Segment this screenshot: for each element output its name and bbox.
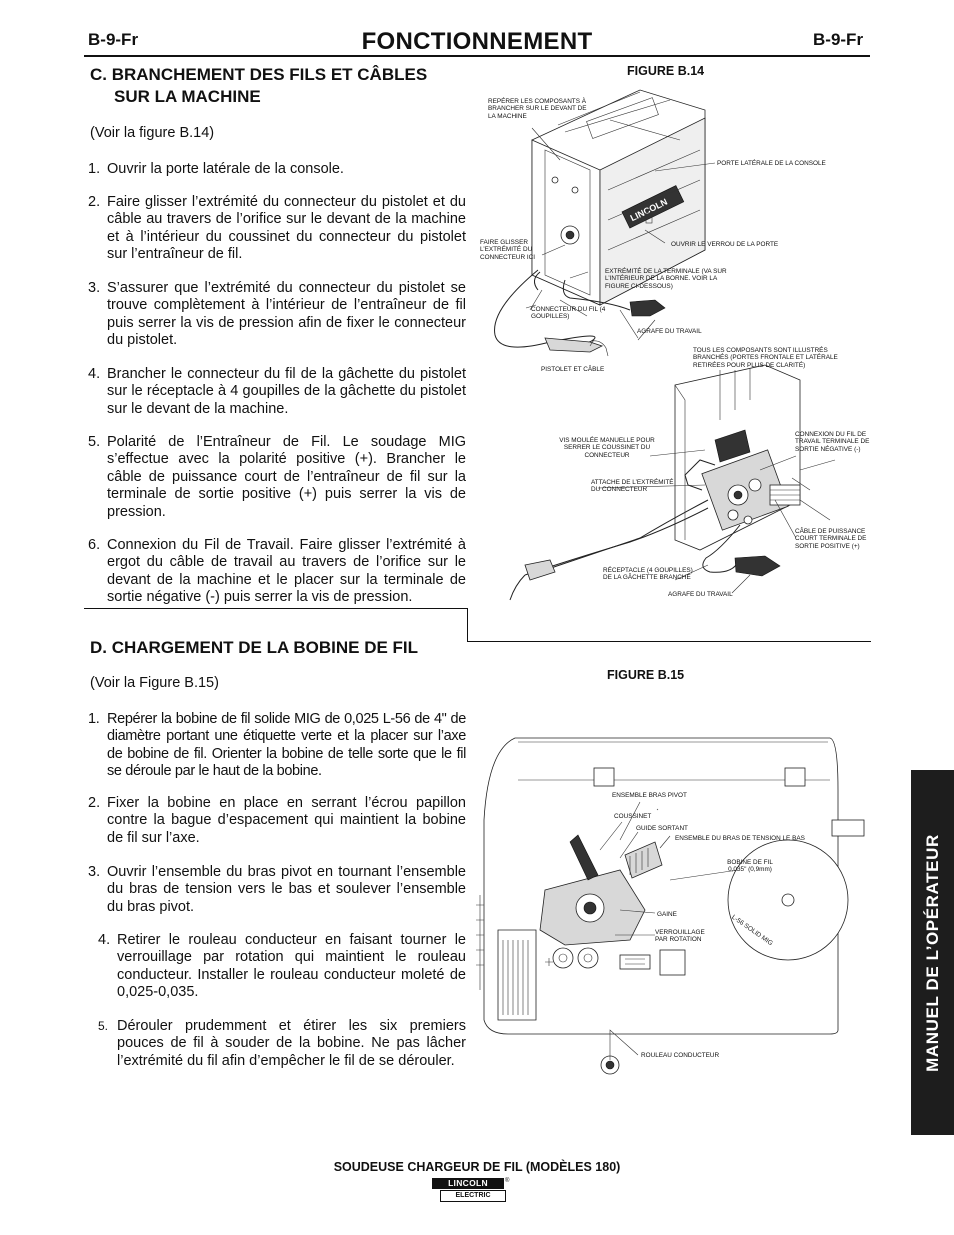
section-c-ref: (Voir la figure B.14) <box>90 125 215 141</box>
callout-agrafe-2: AGRAFE DU TRAVAIL <box>668 591 733 598</box>
section-d-ref: (Voir la Figure B.15) <box>90 675 219 691</box>
callout-vis: VIS MOULÉE MANUELLE POUR SERRER LE COUSSINET DU CONNECTEUR <box>559 437 655 459</box>
callout-coussinet: COUSSINET <box>614 813 652 820</box>
lincoln-electric-logo: LINCOLN ELECTRIC ® <box>432 1178 510 1204</box>
callout-bobine: BOBINE DE FIL 0,035" (0,9mm) <box>727 859 773 874</box>
callout-bras-pivot: ENSEMBLE BRAS PIVOT <box>612 792 687 799</box>
header-rule <box>84 55 870 57</box>
section-d-title: D. CHARGEMENT DE LA BOBINE DE FIL <box>90 638 419 657</box>
wire-feeder-side-view <box>476 738 864 1074</box>
figure-b14-title: FIGURE B.14 <box>627 64 705 78</box>
page-code-left: B-9-Fr <box>88 30 139 49</box>
callout-cable-court: CÂBLE DE PUISSANCE COURT TERMINALE DE SORTIE POSITIVE (+) <box>795 528 867 550</box>
section-d-item-5: 5. Dérouler prudemment et étirer les six premiers pouces de fil à souder de la bobine. Ne pas lâcher l’extrémité du fil afin d’empêcher le fil de se dérouler. <box>98 1018 466 1069</box>
callout-attache: ATTACHE DE L’EXTRÉMITÉ DU CONNECTEUR <box>591 479 674 494</box>
callout-agrafe-1: AGRAFE DU TRAVAIL <box>637 328 702 335</box>
section-d-item-2: 2. Fixer la bobine en place en serrant l’écrou papillon contre la bague d’espacement qui maintient la bobine de fil sur l’axe. <box>88 795 466 846</box>
section-d-item-1: 1. Repérer la bobine de fil solide MIG de 0,025 L-56 de 4" de diamètre portant une étiquette verte et la placer sur l’axe de bobine de fil. Orienter la bobine de telle sorte que le fil se déroule par le haut de la bobine. <box>88 711 466 780</box>
callout-reperer: REPÉRER LES COMPOSANTS À BRANCHER SUR LE DEVANT DE LA MACHINE <box>488 98 587 120</box>
svg-text:L-56 SOLID MIG: L-56 SOLID MIG <box>730 913 774 948</box>
callout-tous: TOUS LES COMPOSANTS SONT ILLUSTRÉS BRANCHÉS (PORTES FRONTALE ET LATÉRALE RETIRÉES POUR PLUS DE CLARITÉ) <box>693 347 838 369</box>
section-c-item-3: 3. S’assurer que l’extrémité du connecteur du pistolet se trouve complètement à l’intérieur de l’entraîneur de fil puis serrer la vis de pression afin de fixer le connecteur du pistolet. <box>88 280 466 349</box>
page-code-right: B-9-Fr <box>813 30 864 49</box>
section-c-item-4: 4. Brancher le connecteur du fil de la gâchette du pistolet sur le réceptacle à 4 goupilles de la gâchette du pistolet sur le devant de la machine. <box>88 366 466 417</box>
callout-connecteur: CONNECTEUR DU FIL (4 GOUPILLES) <box>531 306 606 321</box>
callout-tension: ENSEMBLE DU BRAS DE TENSION LE BAS <box>675 835 805 842</box>
figure-b14-border-bottom <box>467 641 871 642</box>
figure-b15-title: FIGURE B.15 <box>607 668 685 682</box>
page-title: FONCTIONNEMENT <box>361 28 593 55</box>
section-c-rule <box>84 608 467 609</box>
section-c-item-6: 6. Connexion du Fil de Travail. Faire glisser l’extrémité à ergot du câble de travail au travers de l’orifice sur le devant de la machine et le placer sur la terminale de sortie négative (-) puis serrer la vis de pression. <box>88 537 466 606</box>
section-c-title: C. BRANCHEMENT DES FILS ET CÂBLES SUR LA MACHINE <box>90 65 428 106</box>
section-c-item-5: 5. Polarité de l’Entraîneur de Fil. Le soudage MIG s’effectue avec la polarité positive (+). Brancher le câble de puissance court de l’entraîneur de fil sur la terminale de sortie positive (+) puis serrer la vis de pression. <box>88 434 466 520</box>
section-c-item-2: 2. Faire glisser l’extrémité du connecteur du pistolet et du câble au travers de l’orifice sur le devant de la machine et à l’intérieur du coussinet du connecteur du pistolet sur l’entraîneur de fil. <box>88 194 466 263</box>
callout-porte: PORTE LATÉRALE DE LA CONSOLE <box>717 160 826 167</box>
footer-model: SOUDEUSE CHARGEUR DE FIL (MODÈLES 180) <box>333 1160 621 1174</box>
side-tab: MANUEL DE L’OPÉRATEUR <box>911 770 954 1135</box>
callout-pistolet: PISTOLET ET CÂBLE <box>541 366 605 373</box>
callout-verrouillage: VERROUILLAGE PAR ROTATION <box>655 929 705 944</box>
callout-gaine: GAINE <box>657 911 677 918</box>
section-d-item-4: 4. Retirer le rouleau conducteur en faisant tourner le verrouillage par rotation qui maintient le rouleau conducteur. Installer le rouleau conducteur moleté de 0,025-0,035. <box>98 932 466 1001</box>
callout-extremite: EXTRÉMITÉ DE LA TERMINALE (VA SUR L’INTÉRIEUR DE LA BORNE. VOIR LA FIGURE CI-DESSOUS) <box>605 268 727 290</box>
callout-connexion: CONNEXION DU FIL DE TRAVAIL TERMINALE DE SORTIE NÉGATIVE (-) <box>795 431 870 453</box>
callout-guide: GUIDE SORTANT <box>636 825 688 832</box>
section-d-item-3: 3. Ouvrir l’ensemble du bras pivot en tournant l’ensemble du bras de tension vers le bas et soulever l’ensemble du bras pivot. <box>88 864 466 915</box>
welder-machine-open-view <box>675 365 835 550</box>
figure-b15-drawing <box>470 730 870 1090</box>
callout-rouleau: ROULEAU CONDUCTEUR <box>641 1052 720 1059</box>
svg-text:LINCOLN: LINCOLN <box>628 196 669 224</box>
callout-receptacle: RÉCEPTACLE (4 GOUPILLES) DE LA GÂCHETTE BRANCHÉ <box>603 567 693 582</box>
section-c-item-1: 1. Ouvrir la porte latérale de la console. <box>88 161 344 177</box>
figure-b14-border-left <box>467 608 468 642</box>
callout-ouvrir: OUVRIR LE VERROU DE LA PORTE <box>671 241 779 248</box>
callout-faire-glisser: FAIRE GLISSER L’EXTRÉMITÉ DU CONNECTEUR ICI <box>480 239 536 261</box>
